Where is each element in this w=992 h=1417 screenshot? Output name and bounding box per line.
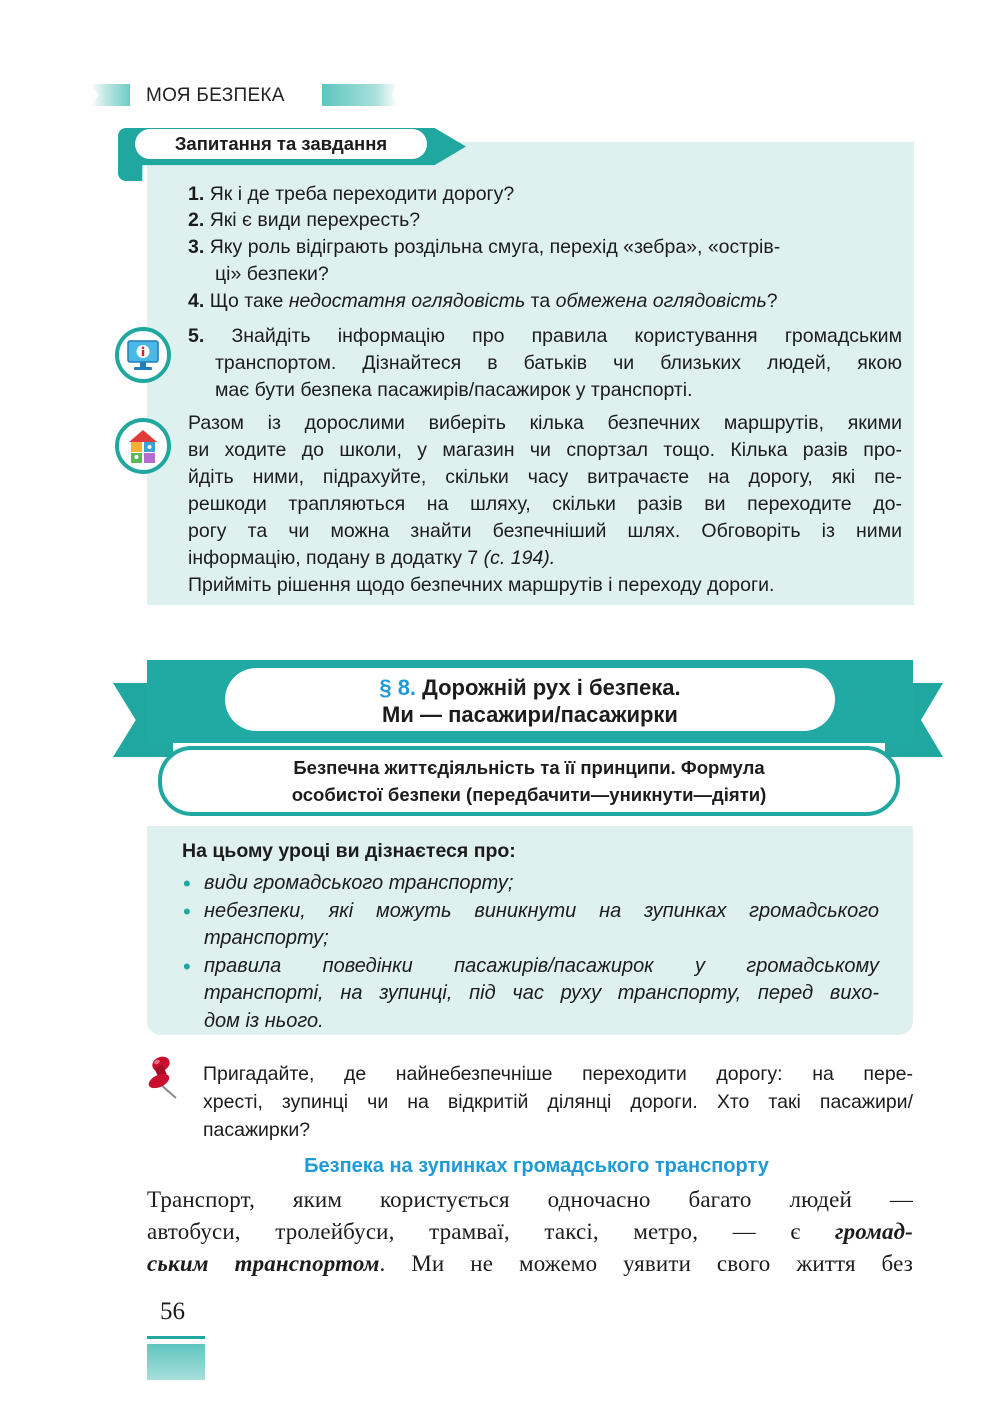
task-line: Разом із дорослими виберіть кілька безпечних маршрутів, якими (188, 412, 902, 434)
learning-goals-heading: На цьому уроці ви дізнаєтеся про: (182, 840, 516, 862)
question-number: 1. (188, 183, 205, 205)
body-line-1: Транспорт, яким користується одночасно багато людей — (147, 1187, 913, 1212)
question-3-continued: ці» безпеки? (215, 263, 329, 285)
subtitle-line-1: Безпечна життєдіяльність та її принципи. Формула (293, 757, 765, 778)
running-header: МОЯ БЕЗПЕКА (146, 85, 285, 106)
question-number: 3. (188, 236, 205, 258)
body-paragraph (147, 1184, 913, 1280)
term-public-transport: ським транспортом (147, 1251, 380, 1276)
page-number-rule (147, 1336, 205, 1339)
learning-goals-list (183, 870, 879, 1035)
question-4 (188, 288, 902, 315)
question-text: та (525, 290, 556, 312)
subtitle-line-2: особистої безпеки (передбачити—уникнути—діяти) (291, 784, 767, 805)
task-text: інформацію, подану в додатку 7 (188, 547, 484, 569)
task-line (188, 545, 902, 572)
question-3 (188, 234, 902, 261)
question-5 (188, 323, 902, 350)
recall-line-1: Пригадайте, де найнебезпечніше переходити дорогу: на пере- (203, 1063, 913, 1085)
header-decor-right (322, 84, 398, 106)
question-text: Знайдіть інформацію про правила користування громадським (231, 325, 902, 347)
question-number: 5. (188, 325, 205, 347)
bullet: • (183, 871, 191, 896)
task-line: Прийміть рішення щодо безпечних маршрутів і переходу дороги. (188, 574, 775, 596)
question-number: 2. (188, 209, 205, 231)
section-subtitle (158, 746, 900, 816)
info-monitor-icon (115, 327, 171, 383)
list-item: • види громадського транспорту; (183, 871, 514, 896)
body-line-2: автобуси, тролейбуси, трамваї, таксі, метро, — є громад- (147, 1219, 913, 1244)
family-puzzle-icon (115, 418, 171, 474)
page-number-block (147, 1344, 205, 1380)
question-1 (188, 181, 902, 208)
section-title-line-2: Ми — пасажири/пасажирки (382, 702, 678, 727)
recall-line-2: хресті, зупинці чи на відкритій ділянці дороги. Хто такі пасажири/ (203, 1091, 913, 1113)
questions-tab-label: Запитання та завдання (135, 129, 427, 159)
question-text: Яку роль відіграють роздільна смуга, перехід «зебра», «острів- (209, 236, 781, 258)
list-item: • небезпеки, які можуть виникнути на зупинках громадського транспорту; (183, 898, 879, 949)
question-5-line-3: має бути безпека пасажирів/пасажирок у транспорті. (215, 379, 693, 401)
push-pin-icon (146, 1054, 186, 1102)
list-item: • правила поведінки пасажирів/пасажирок у громадському транспорті, на зупинці, під час руху транспорту, перед вихо- дом із нього. (183, 953, 879, 1032)
question-number: 4. (188, 290, 205, 312)
body-line-3: ським транспортом. Ми не можемо уявити свого життя без (147, 1251, 913, 1276)
task-line: решкоди трапляються на шляху, скільки разів ви переходите до- (188, 493, 902, 515)
term-limited-visibility: обмежена оглядовість (555, 290, 767, 312)
task-line: ви ходите до школи, у магазин чи спортзал тощо. Кілька разів про- (188, 439, 902, 461)
task-line: рогу та чи можна знайти безпечніший шлях. Обговоріть із ними (188, 520, 902, 542)
section-title-line-1: Дорожній рух і безпека. (422, 675, 681, 700)
term-public-transport: громад- (835, 1219, 913, 1244)
question-2 (188, 207, 902, 234)
section-number: § 8. (379, 675, 417, 700)
recall-prompt (203, 1060, 913, 1144)
question-text: Що таке (209, 290, 289, 312)
page-reference: (с. 194). (483, 547, 556, 569)
question-5-line-2: транспортом. Дізнайтеся в батьків чи близьких людей, якою (215, 352, 902, 374)
term-insufficient-visibility: недостатня оглядовість (288, 290, 526, 312)
question-text: Як і де треба переходити дорогу? (209, 183, 515, 205)
section-title (225, 668, 835, 731)
bullet: • (183, 953, 191, 979)
recall-line-3: пасажирки? (203, 1119, 311, 1141)
task-line: йдіть ними, підрахуйте, скільки часу витрачаєте на дорогу, які пе- (188, 466, 902, 488)
header-decor-left (90, 84, 130, 106)
question-text: ? (766, 290, 778, 312)
bullet: • (183, 898, 191, 924)
page-number: 56 (160, 1298, 185, 1325)
question-text: Які є види перехресть? (209, 209, 421, 231)
subsection-heading: Безпека на зупинках громадського транспорту (304, 1155, 769, 1177)
